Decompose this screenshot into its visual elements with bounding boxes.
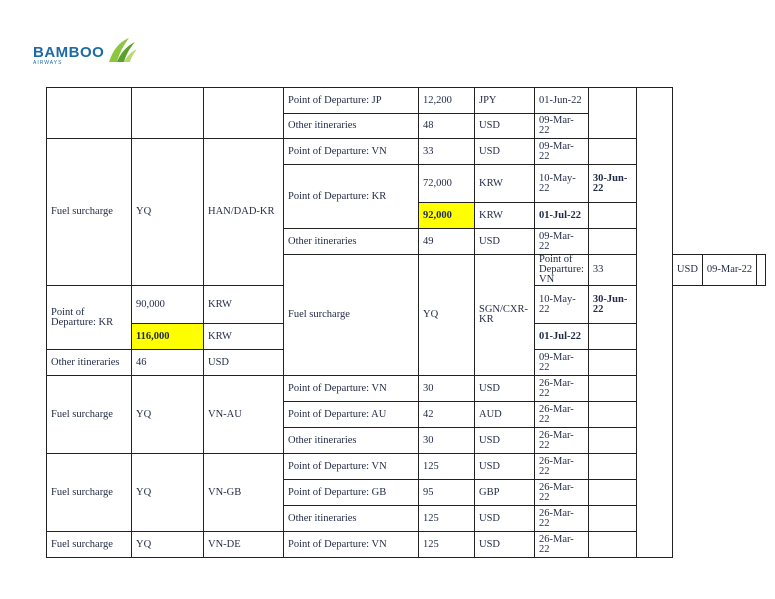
end-date-cell: 30-Jun-22 xyxy=(588,286,636,324)
departure-cell: Point of Departure: VN xyxy=(284,532,419,558)
effective-date-cell: 26-Mar-22 xyxy=(535,506,589,532)
end-date-cell xyxy=(588,324,636,350)
amount-cell: 33 xyxy=(419,139,475,165)
amount-cell: 49 xyxy=(419,229,475,255)
currency-cell: KRW xyxy=(475,165,535,203)
route-cell: HAN/DAD-KR xyxy=(204,139,284,286)
effective-date-cell: 01-Jun-22 xyxy=(535,88,589,114)
end-date-cell xyxy=(588,376,636,402)
end-date-cell xyxy=(588,229,636,255)
departure-cell: Point of Departure: VN xyxy=(535,255,589,286)
blank-column xyxy=(636,88,672,558)
effective-date-cell: 01-Jul-22 xyxy=(535,203,589,229)
currency-cell: USD xyxy=(475,114,535,139)
end-date-cell xyxy=(757,255,766,286)
currency-cell: USD xyxy=(475,454,535,480)
end-date-cell xyxy=(588,428,636,454)
fee-code-cell xyxy=(132,88,204,139)
amount-cell: 30 xyxy=(419,428,475,454)
departure-cell: Point of Departure: JP xyxy=(284,88,419,114)
amount-cell: 90,000 xyxy=(132,286,204,324)
fuel-surcharge-table xyxy=(46,87,766,558)
effective-date-cell: 09-Mar-22 xyxy=(535,229,589,255)
currency-cell: USD xyxy=(475,428,535,454)
bamboo-airways-logo xyxy=(33,40,143,68)
end-date-cell xyxy=(588,350,636,376)
effective-date-cell: 01-Jul-22 xyxy=(535,324,589,350)
end-date-cell xyxy=(588,480,636,506)
end-date-cell xyxy=(588,532,636,558)
effective-date-cell: 09-Mar-22 xyxy=(535,114,589,139)
fee-code-cell: YQ xyxy=(132,376,204,454)
effective-date-cell: 26-Mar-22 xyxy=(535,454,589,480)
bamboo-leaf-icon xyxy=(105,36,139,66)
amount-cell: 42 xyxy=(419,402,475,428)
departure-cell: Point of Departure: AU xyxy=(284,402,419,428)
end-date-cell xyxy=(588,203,636,229)
currency-cell: KRW xyxy=(204,286,284,324)
effective-date-cell: 10-May-22 xyxy=(535,165,589,203)
currency-cell: USD xyxy=(672,255,702,286)
effective-date-cell: 26-Mar-22 xyxy=(535,532,589,558)
effective-date-cell: 26-Mar-22 xyxy=(535,428,589,454)
fee-name-cell: Fuel surcharge xyxy=(284,255,419,376)
amount-cell: 46 xyxy=(132,350,204,376)
logo-tagline: AIRWAYS xyxy=(33,60,63,66)
effective-date-cell: 09-Mar-22 xyxy=(535,139,589,165)
currency-cell: KRW xyxy=(204,324,284,350)
effective-date-cell: 26-Mar-22 xyxy=(535,402,589,428)
route-cell: VN-GB xyxy=(204,454,284,532)
end-date-cell xyxy=(588,454,636,480)
departure-cell: Point of Departure: VN xyxy=(284,454,419,480)
amount-cell: 48 xyxy=(419,114,475,139)
end-date-cell: 30-Jun-22 xyxy=(588,165,636,203)
currency-cell: USD xyxy=(475,139,535,165)
fee-code-cell: YQ xyxy=(132,532,204,558)
amount-cell: 33 xyxy=(588,255,636,286)
fee-code-cell: YQ xyxy=(419,255,475,376)
departure-cell: Point of Departure: KR xyxy=(47,286,132,350)
amount-cell: 95 xyxy=(419,480,475,506)
currency-cell: USD xyxy=(204,350,284,376)
effective-date-cell: 09-Mar-22 xyxy=(535,350,589,376)
table-row xyxy=(47,88,766,114)
currency-cell: USD xyxy=(475,376,535,402)
fee-name-cell: Fuel surcharge xyxy=(47,376,132,454)
departure-cell: Point of Departure: VN xyxy=(284,139,419,165)
fee-name-cell xyxy=(47,88,132,139)
departure-cell: Other itineraries xyxy=(284,229,419,255)
currency-cell: JPY xyxy=(475,88,535,114)
departure-cell: Other itineraries xyxy=(284,428,419,454)
logo-wordmark: BAMBOO xyxy=(33,44,105,61)
end-date-cell xyxy=(588,402,636,428)
currency-cell: USD xyxy=(475,532,535,558)
amount-cell: 30 xyxy=(419,376,475,402)
departure-cell: Point of Departure: KR xyxy=(284,165,419,229)
departure-cell: Other itineraries xyxy=(284,114,419,139)
currency-cell: GBP xyxy=(475,480,535,506)
end-date-cell xyxy=(588,88,636,139)
amount-cell: 72,000 xyxy=(419,165,475,203)
departure-cell: Other itineraries xyxy=(47,350,132,376)
departure-cell: Other itineraries xyxy=(284,506,419,532)
fee-name-cell: Fuel surcharge xyxy=(47,139,132,286)
route-cell xyxy=(204,88,284,139)
effective-date-cell: 10-May-22 xyxy=(535,286,589,324)
currency-cell: AUD xyxy=(475,402,535,428)
currency-cell: KRW xyxy=(475,203,535,229)
fee-code-cell: YQ xyxy=(132,454,204,532)
departure-cell: Point of Departure: GB xyxy=(284,480,419,506)
effective-date-cell: 26-Mar-22 xyxy=(535,376,589,402)
amount-cell: 125 xyxy=(419,506,475,532)
effective-date-cell: 09-Mar-22 xyxy=(702,255,756,286)
currency-cell: USD xyxy=(475,506,535,532)
currency-cell: USD xyxy=(475,229,535,255)
fee-name-cell: Fuel surcharge xyxy=(47,454,132,532)
route-cell: VN-DE xyxy=(204,532,284,558)
amount-cell: 12,200 xyxy=(419,88,475,114)
highlighted-amount-cell: 116,000 xyxy=(132,324,204,350)
amount-cell: 125 xyxy=(419,532,475,558)
route-cell: SGN/CXR-KR xyxy=(475,255,535,376)
end-date-cell xyxy=(588,506,636,532)
effective-date-cell: 26-Mar-22 xyxy=(535,480,589,506)
route-cell: VN-AU xyxy=(204,376,284,454)
fee-code-cell: YQ xyxy=(132,139,204,286)
fee-name-cell: Fuel surcharge xyxy=(47,532,132,558)
departure-cell: Point of Departure: VN xyxy=(284,376,419,402)
amount-cell: 125 xyxy=(419,454,475,480)
highlighted-amount-cell: 92,000 xyxy=(419,203,475,229)
end-date-cell xyxy=(588,139,636,165)
